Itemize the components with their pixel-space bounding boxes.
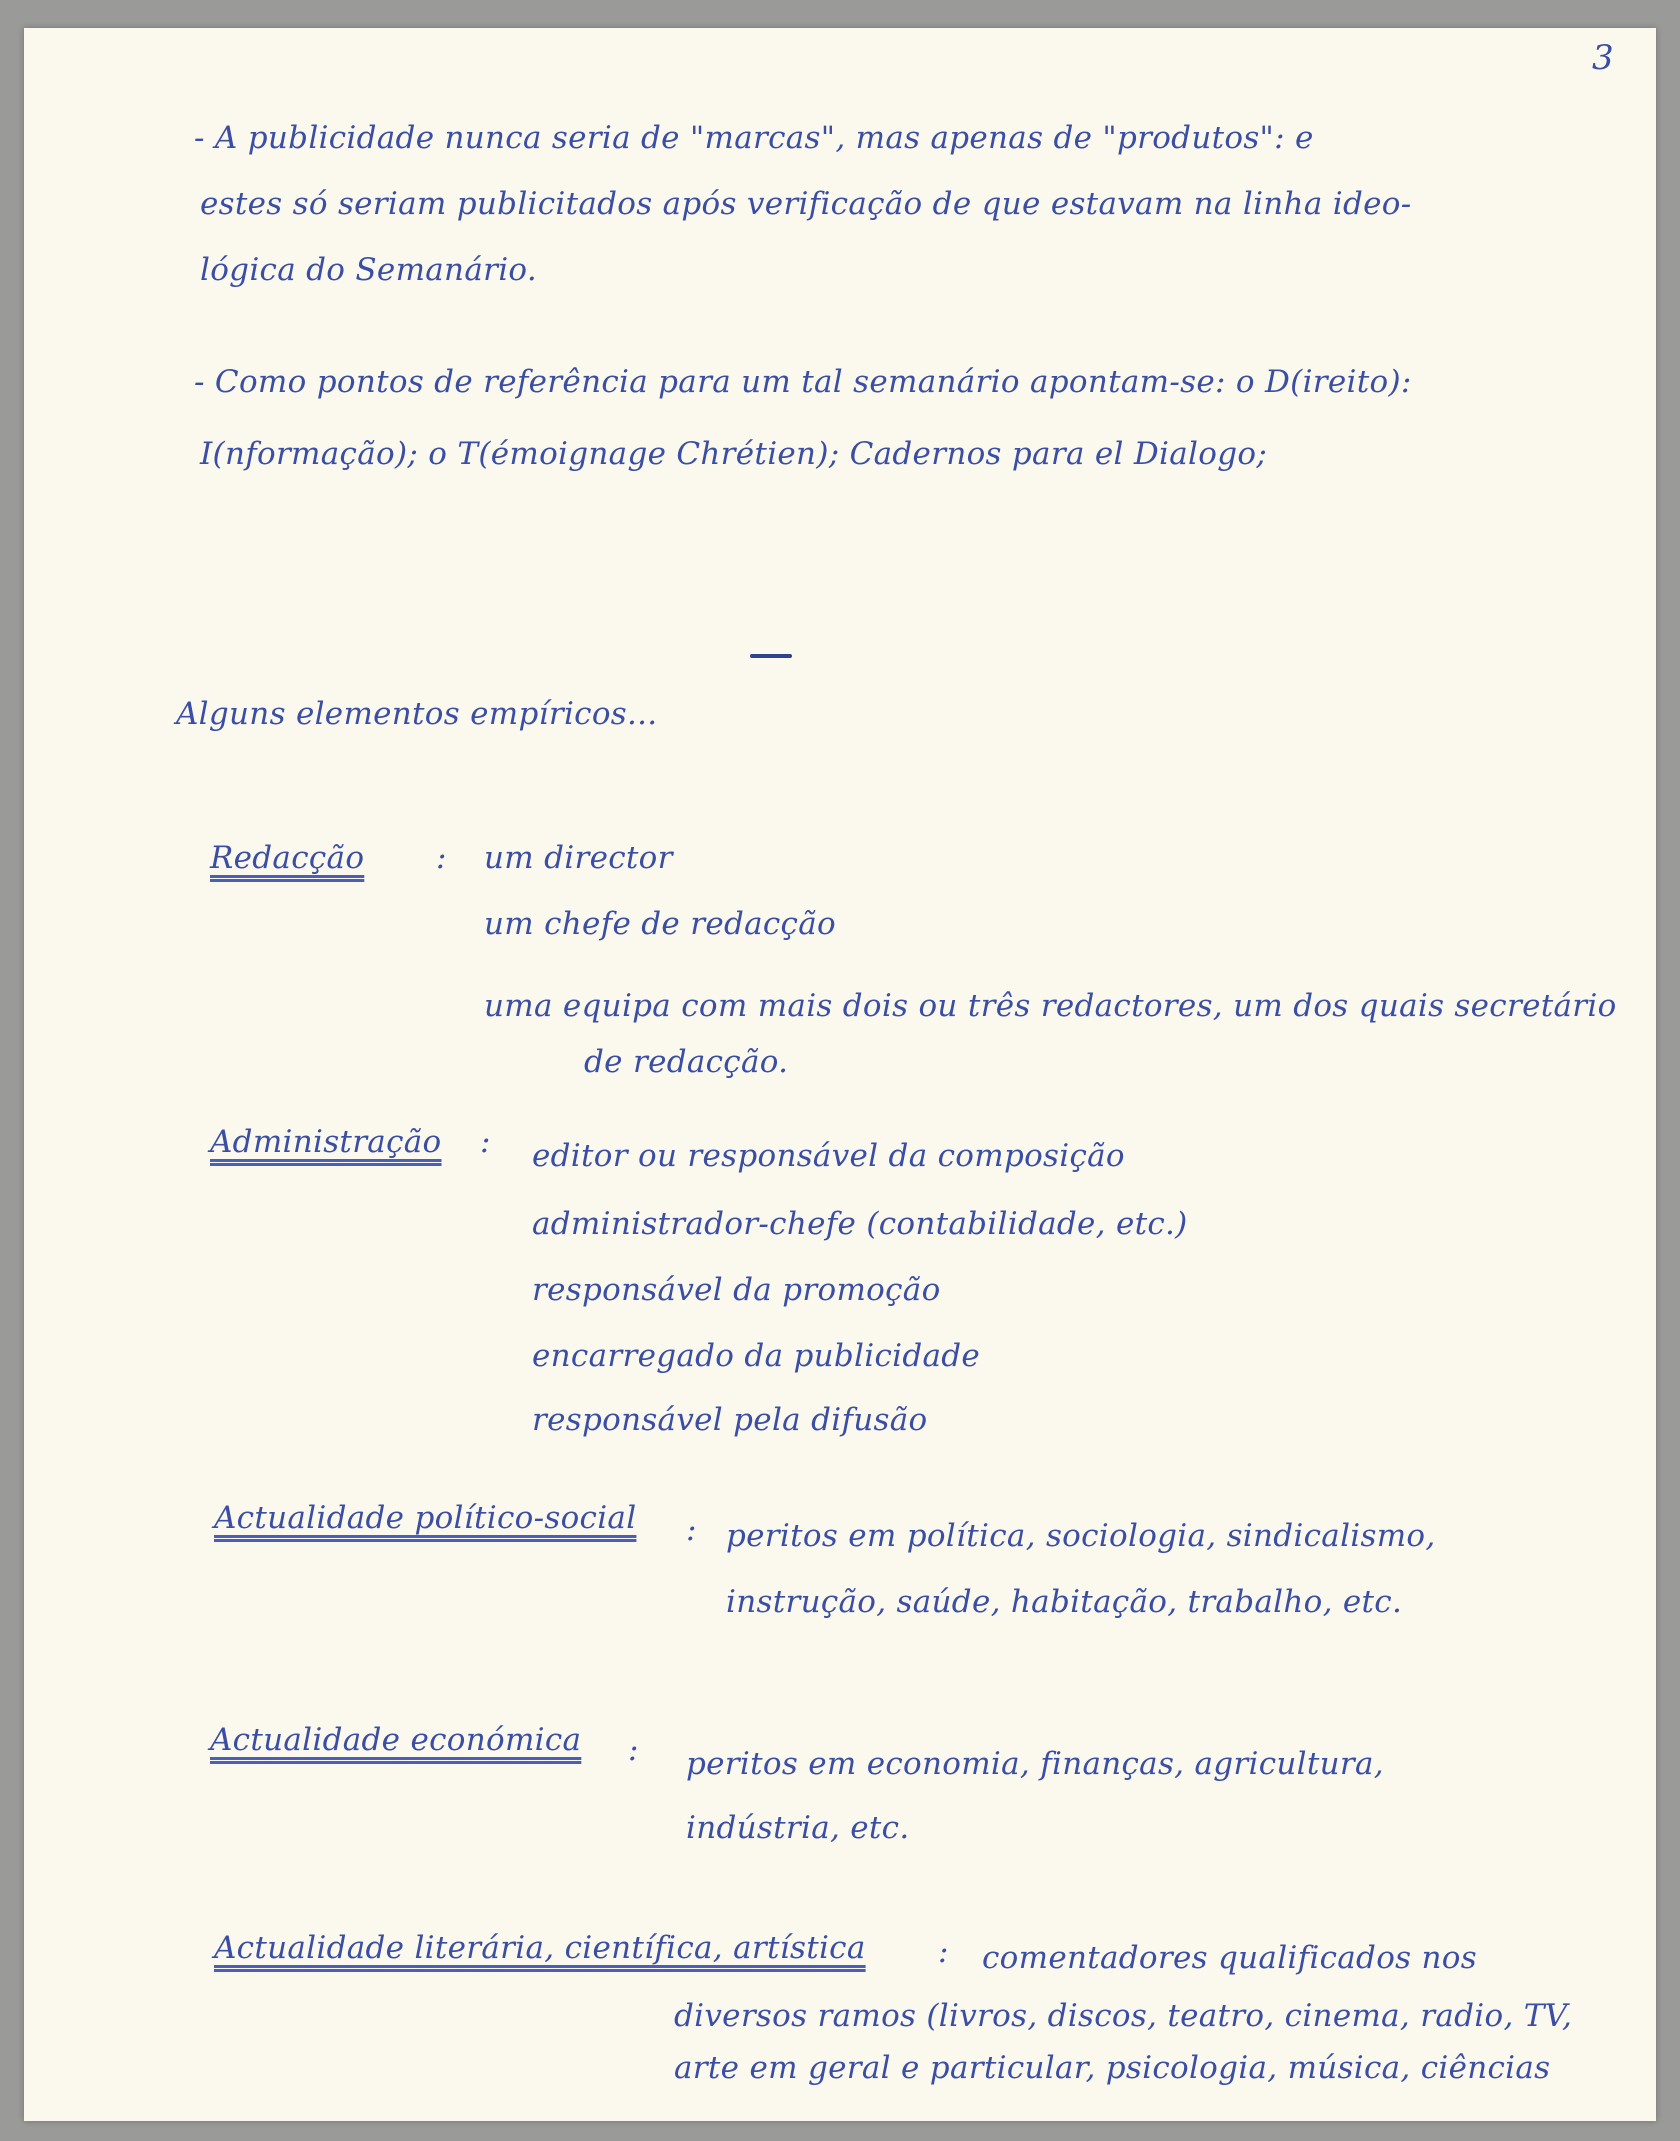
intro-line: - Como pontos de referência para um tal semanário apontam-se: o D(ireito): bbox=[194, 364, 1412, 400]
list-item: um director bbox=[484, 840, 673, 876]
list-item: diversos ramos (livros, discos, teatro, cinema, radio, TV, bbox=[674, 1998, 1573, 2034]
heading-colon: : bbox=[938, 1934, 949, 1970]
list-item: encarregado da publicidade bbox=[532, 1338, 981, 1374]
list-item: editor ou responsável da composição bbox=[532, 1138, 1125, 1174]
list-item: de redacção. bbox=[584, 1044, 789, 1080]
list-item: administrador-chefe (contabilidade, etc.) bbox=[532, 1206, 1188, 1242]
intro-line: lógica do Semanário. bbox=[200, 252, 538, 288]
page-number: 3 bbox=[1592, 38, 1614, 78]
heading-colon: : bbox=[628, 1732, 639, 1768]
list-item: responsável da promoção bbox=[532, 1272, 941, 1308]
section-divider bbox=[750, 654, 792, 658]
intro-line: - A publicidade nunca seria de "marcas", mas apenas de "produtos": e bbox=[194, 120, 1314, 156]
intro-line: estes só seriam publicitados após verificação de que estavam na linha ideo- bbox=[200, 186, 1412, 222]
section-heading: Administração bbox=[210, 1124, 442, 1160]
heading-colon: : bbox=[480, 1124, 491, 1160]
intro-line: I(nformação); o T(émoignage Chrétien); Cadernos para el Dialogo; bbox=[200, 436, 1268, 472]
list-item: peritos em política, sociologia, sindicalismo, bbox=[726, 1518, 1436, 1554]
heading-colon: : bbox=[436, 840, 447, 876]
list-item: instrução, saúde, habitação, trabalho, etc. bbox=[726, 1584, 1403, 1620]
list-item: arte em geral e particular, psicologia, música, ciências bbox=[674, 2050, 1551, 2086]
section-heading: Actualidade político-social bbox=[214, 1500, 637, 1536]
section-heading: Actualidade literária, científica, artística bbox=[214, 1930, 866, 1966]
list-item: comentadores qualificados nos bbox=[982, 1940, 1477, 1976]
heading-colon: : bbox=[686, 1512, 697, 1548]
list-item: um chefe de redacção bbox=[484, 906, 836, 942]
manuscript-page bbox=[24, 28, 1656, 2121]
section-heading: Actualidade económica bbox=[210, 1722, 582, 1758]
list-item: peritos em economia, finanças, agricultura, bbox=[686, 1746, 1384, 1782]
section-heading: Redacção bbox=[210, 840, 365, 876]
list-item: responsável pela difusão bbox=[532, 1402, 928, 1438]
list-item: uma equipa com mais dois ou três redactores, um dos quais secretário bbox=[484, 988, 1617, 1024]
subtitle: Alguns elementos empíricos... bbox=[176, 696, 658, 732]
list-item: indústria, etc. bbox=[686, 1810, 910, 1846]
